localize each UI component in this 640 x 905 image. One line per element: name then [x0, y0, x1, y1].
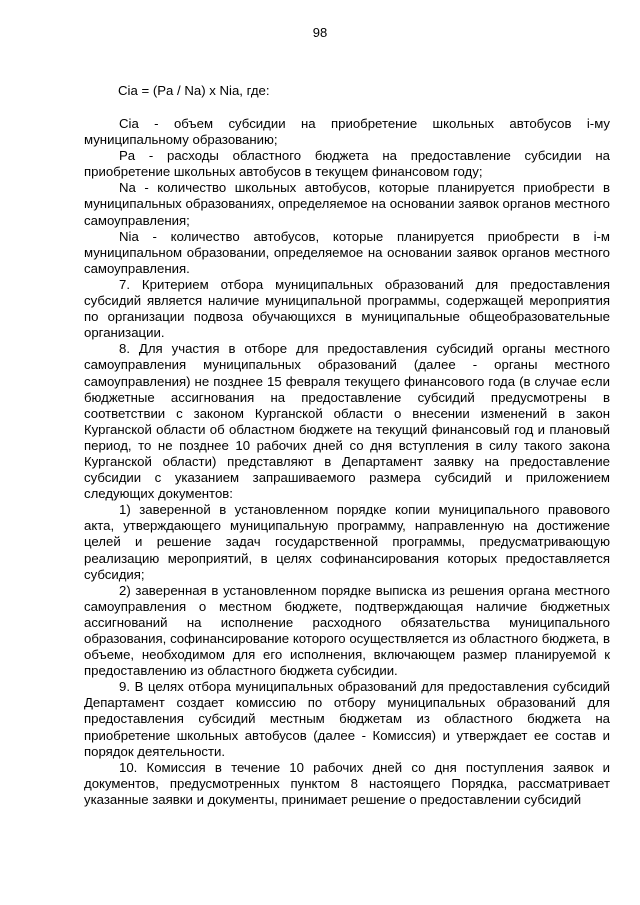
- paragraph-item-8: 8. Для участия в отборе для предоставления субсидий органы местного самоуправления муниципальных образований (далее - органы местного самоуправления) не позднее 15 февраля текущего финансового года (в случае если бюджетные ассигнования на предоставление субсидий предусмотрены в соответствии с законом Курганской области о внесении изменений в закон Курганской области об областном бюджете на текущий финансовый год и плановый период, то не позднее 10 рабочих дней со дня вступления в силу такого закона Курганской области) представляют в Департамент заявку на предоставление субсидии с указанием запрашиваемого размера субсидий и приложением следующих документов:: [84, 341, 610, 502]
- paragraph-na-definition: Na - количество школьных автобусов, которые планируется приобрести в муниципальных образованиях, определяемое на основании заявок органов местного самоуправления;: [84, 180, 610, 228]
- paragraph-item-9: 9. В целях отбора муниципальных образований для предоставления субсидий Департамент создает комиссию по отбору муниципальных образований для предоставления субсидий местным бюджетам из областного бюджета на приобретение школьных автобусов (далее - Комиссия) и утверждает ее состав и порядок деятельности.: [84, 679, 610, 759]
- paragraph-item-7: 7. Критерием отбора муниципальных образований для предоставления субсидий является наличие муниципальной программы, содержащей мероприятия по организации подвоза обучающихся в муниципальные общеобразовательные организации.: [84, 276, 610, 341]
- page-number: 98: [312, 25, 328, 40]
- paragraph-item-8-sub-2: 2) заверенная в установленном порядке выписка из решения органа местного самоуправления о местном бюджете, подтверждающая наличие бюджетных ассигнований на исполнение расходного обязательства муниципального образования, софинансирование которого осуществляется из областного бюджета, в объеме, необходимом для его исполнения, включающем размер планируемой к предоставлению из областного бюджета субсидии.: [84, 582, 610, 679]
- paragraph-nia-definition: Nia - количество автобусов, которые планируется приобрести в i-м муниципальном образовании, определяемое на основании заявок органов местного самоуправления.: [84, 228, 610, 276]
- paragraph-pa-definition: Pa - расходы областного бюджета на предоставление субсидии на приобретение школьных автобусов в текущем финансовом году;: [84, 148, 610, 180]
- paragraph-item-8-sub-1: 1) заверенной в установленном порядке копии муниципального правового акта, утверждающего муниципальную программу, направленную на достижение целей и решение задач государственной программы, предусматривающую реализацию мероприятий, в целях софинансирования которых предоставляется субсидия;: [84, 502, 610, 582]
- document-body: [84, 116, 610, 808]
- formula-line: Cia = (Pa / Na) x Nia, где:: [118, 83, 270, 98]
- paragraph-cia-definition: Cia - объем субсидии на приобретение школьных автобусов i-му муниципальному образованию;: [84, 116, 610, 148]
- paragraph-item-10: 10. Комиссия в течение 10 рабочих дней со дня поступления заявок и документов, предусмотренных пунктом 8 настоящего Порядка, рассматривает указанные заявки и документы, принимает решение о предоставлении субсидий: [84, 759, 610, 807]
